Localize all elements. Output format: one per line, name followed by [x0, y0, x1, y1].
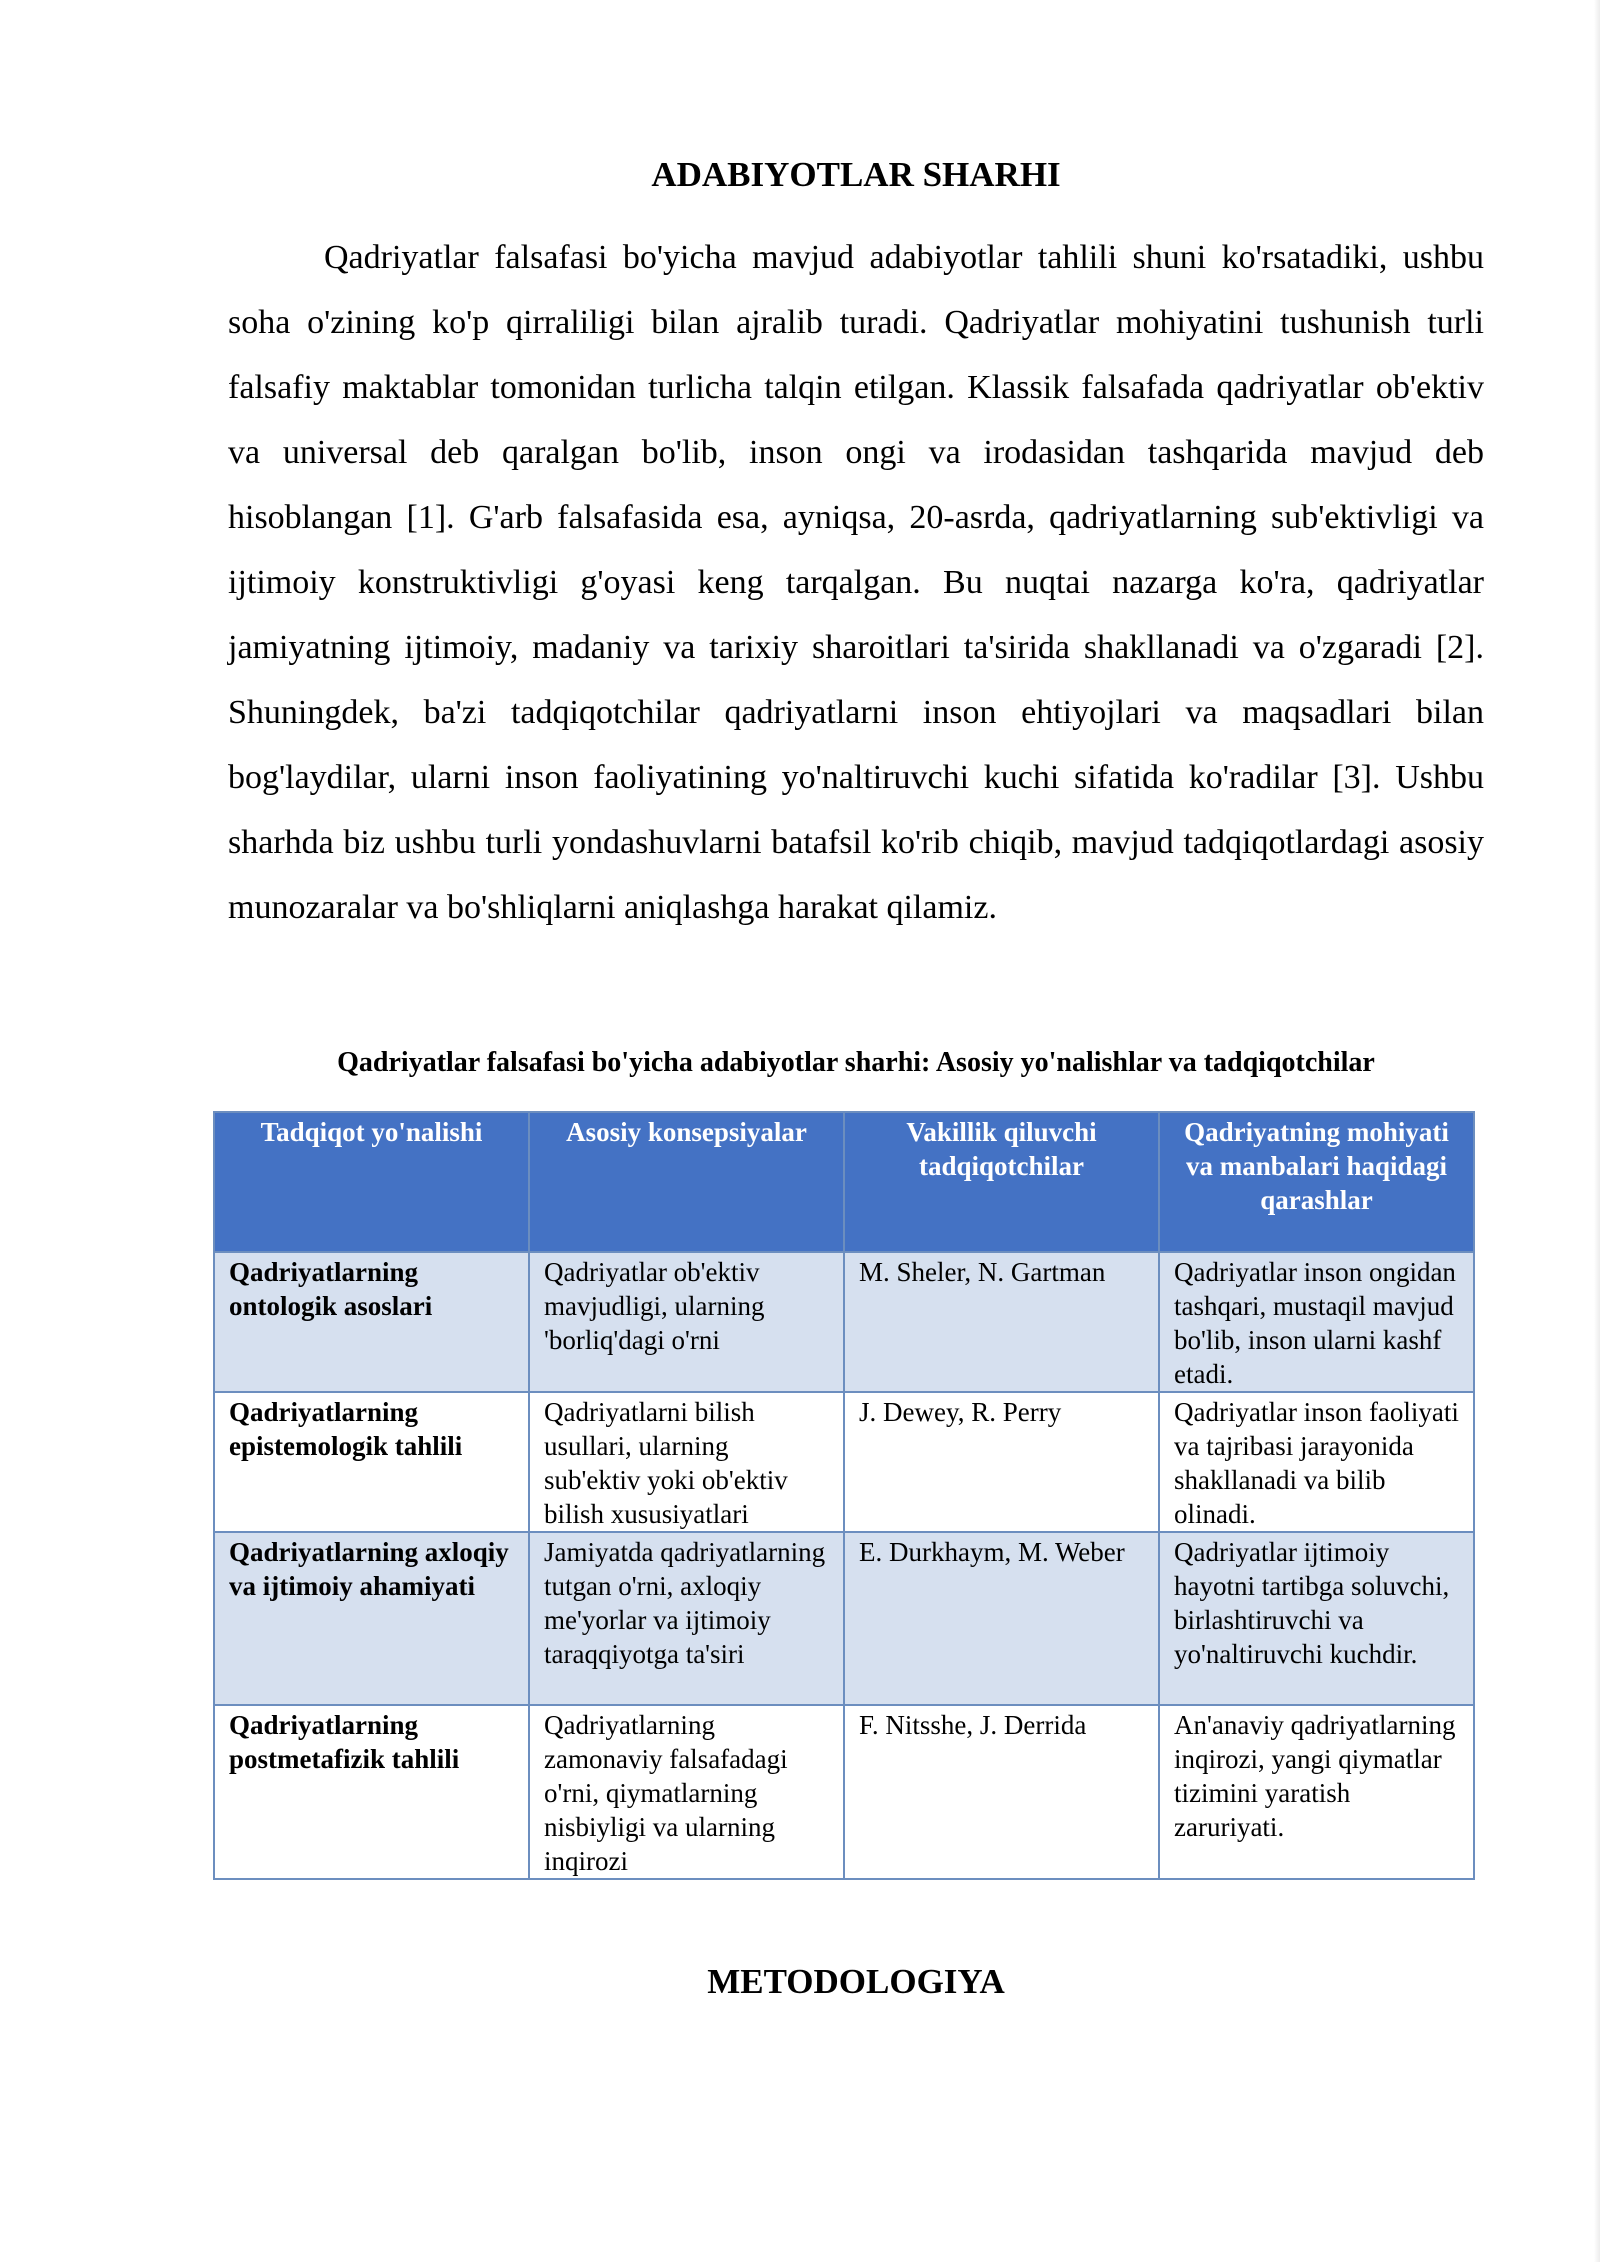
- table-row: [214, 1392, 1474, 1532]
- body-paragraph: Qadriyatlar falsafasi bo'yicha mavjud adabiyotlar tahlili shuni ko'rsatadiki, ushbu soha o'zining ko'p qirraliligi bilan ajralib turadi. Qadriyatlar mohiyatini tushunish turli falsafiy maktablar tomonidan turlicha talqin etilgan. Klassik falsafada qadriyatlar ob'ektiv va universal deb qaralgan bo'lib, inson ongi va irodasidan tashqarida mavjud deb hisoblangan [1]. G'arb falsafasida esa, ayniqsa, 20-asrda, qadriyatlarning sub'ektivligi va ijtimoiy konstruktivligi g'oyasi keng tarqalgan. Bu nuqtai nazarga ko'ra, qadriyatlar jamiyatning ijtimoiy, madaniy va tarixiy sharoitlari ta'sirida shakllanadi va o'zgaradi [2]. Shuningdek, ba'zi tadqiqotchilar qadriyatlarni inson ehtiyojlari va maqsadlari bilan bog'laydilar, ularni inson faoliyatining yo'naltiruvchi kuchi sifatida ko'radilar [3]. Ushbu sharhda biz ushbu turli yondashuvlarni batafsil ko'rib chiqib, mavjud tadqiqotlardagi asosiy munozaralar va bo'shliqlarni aniqlashga harakat qilamiz.: [228, 239, 1484, 926]
- cell-researchers: F. Nitsshe, J. Derrida: [844, 1705, 1159, 1879]
- section-title-methodology: METODOLOGIYA: [707, 1962, 1005, 2001]
- table-header-direction: Tadqiqot yo'nalishi: [214, 1112, 529, 1252]
- cell-researchers: J. Dewey, R. Perry: [844, 1392, 1159, 1532]
- table-row: [214, 1252, 1474, 1392]
- cell-researchers: E. Durkhaym, M. Weber: [844, 1532, 1159, 1705]
- cell-concepts: Qadriyatlarning zamonaviy falsafadagi o'rni, qiymatlarning nisbiyligi va ularning inqirozi: [529, 1705, 844, 1879]
- cell-direction: Qadriyatlarning axloqiy va ijtimoiy ahamiyati: [214, 1532, 529, 1705]
- cell-direction: Qadriyatlarning epistemologik tahlili: [214, 1392, 529, 1532]
- cell-views: Qadriyatlar ijtimoiy hayotni tartibga soluvchi, birlashtiruvchi va yo'naltiruvchi kuchdir.: [1159, 1532, 1474, 1705]
- table-row: [214, 1532, 1474, 1705]
- cell-views: An'anaviy qadriyatlarning inqirozi, yangi qiymatlar tizimini yaratish zaruriyati.: [1159, 1705, 1474, 1879]
- table-header-concepts: Asosiy konsepsiyalar: [529, 1112, 844, 1252]
- cell-concepts: Jamiyatda qadriyatlarning tutgan o'rni, axloqiy me'yorlar va ijtimoiy taraqqiyotga ta'siri: [529, 1532, 844, 1705]
- cell-views: Qadriyatlar inson faoliyati va tajribasi jarayonida shakllanadi va bilib olinadi.: [1159, 1392, 1474, 1532]
- literature-review-table: [213, 1111, 1475, 1880]
- page-edge-shadow: [1594, 0, 1600, 2262]
- cell-views: Qadriyatlar inson ongidan tashqari, mustaqil mavjud bo'lib, inson ularni kashf etadi.: [1159, 1252, 1474, 1392]
- table-header-researchers: Vakillik qiluvchi tadqiqotchilar: [844, 1112, 1159, 1252]
- table-header-views: Qadriyatning mohiyati va manbalari haqidagi qarashlar: [1159, 1112, 1474, 1252]
- section-title-review: ADABIYOTLAR SHARHI: [651, 155, 1061, 194]
- table-header-row: [214, 1112, 1474, 1252]
- table-row: [214, 1705, 1474, 1879]
- cell-direction: Qadriyatlarning ontologik asoslari: [214, 1252, 529, 1392]
- cell-concepts: Qadriyatlarni bilish usullari, ularning sub'ektiv yoki ob'ektiv bilish xususiyatlari: [529, 1392, 844, 1532]
- cell-concepts: Qadriyatlar ob'ektiv mavjudligi, ularning 'borliq'dagi o'rni: [529, 1252, 844, 1392]
- table-caption: Qadriyatlar falsafasi bo'yicha adabiyotlar sharhi: Asosiy yo'nalishlar va tadqiqotchilar: [337, 1047, 1375, 1078]
- cell-direction: Qadriyatlarning postmetafizik tahlili: [214, 1705, 529, 1879]
- cell-researchers: M. Sheler, N. Gartman: [844, 1252, 1159, 1392]
